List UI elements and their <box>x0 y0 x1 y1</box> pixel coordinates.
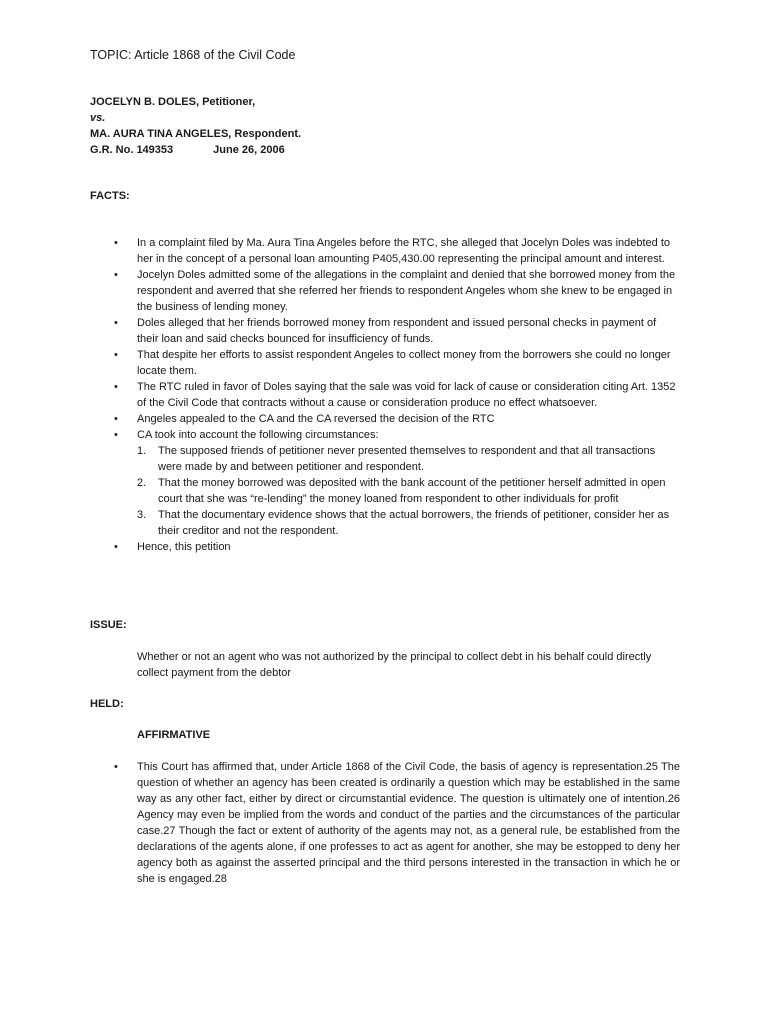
fact-item: • In a complaint filed by Ma. Aura Tina Angeles before the RTC, she alleged that Jocelyn Doles was indebted to her in the concept of a personal loan amounting P405,430.00 representing the principal amount and interest. <box>90 235 680 267</box>
fact-item <box>90 427 680 539</box>
case-header <box>90 94 301 158</box>
issue-heading: ISSUE: <box>90 619 127 631</box>
facts-heading: FACTS: <box>90 190 130 202</box>
fact-item: • Jocelyn Doles admitted some of the allegations in the complaint and denied that she borrowed money from the respondent and averred that she referred her friends to respondent Angeles whom she knew to be engaged in the business of lending money. <box>90 267 680 315</box>
fact-item: • Angeles appealed to the CA and the CA reversed the decision of the RTC <box>90 411 680 427</box>
fact-item: • Hence, this petition <box>90 539 680 555</box>
issue-text: Whether or not an agent who was not authorized by the principal to collect debt in his behalf could directly collect payment from the debtor <box>137 651 652 679</box>
fact-item: • Doles alleged that her friends borrowed money from respondent and issued personal checks in payment of their loan and said checks bounced for insufficiency of funds. <box>90 315 680 347</box>
circumstance-item: The supposed friends of petitioner never presented themselves to respondent and that all transactions were made by and between petitioner and respondent. <box>158 445 656 473</box>
respondent-line: MA. AURA TINA ANGELES, Respondent. <box>90 128 302 140</box>
circumstance-item: That the documentary evidence shows that the actual borrowers, the friends of petitioner, consider her as their creditor and not the respondent. <box>158 509 670 537</box>
versus-line: vs. <box>90 112 106 124</box>
facts-list <box>90 235 680 555</box>
fact-item: • The RTC ruled in favor of Doles saying that the sale was void for lack of cause or consideration citing Art. 1352 of the Civil Code that contracts without a cause or consideration produce no effect whatsoever. <box>90 379 680 411</box>
decision-date: June 26, 2006 <box>213 144 285 156</box>
held-paragraph: • This Court has affirmed that, under Article 1868 of the Civil Code, the basis of agency is representation.25 The question of whether an agency has been created is ordinarily a question which may be established in the same way as any other fact, either by direct or circumstantial evidence. The question is ultimately one of intention.26 Agency may even be implied from the words and conduct of the parties and the circumstances of the particular case.27 Though the fact or extent of authority of the agents may not, as a general rule, be established from the declarations of the agents alone, if one professes to act as agent for another, she may be estopped to deny her agency both as against the asserted principal and the third persons interested in the transaction in which he or she is engaged.28 <box>90 759 680 887</box>
circumstances-list <box>137 443 680 539</box>
held-heading: HELD: <box>90 698 124 710</box>
ruling-label: AFFIRMATIVE <box>137 729 211 741</box>
topic-line: TOPIC: Article 1868 of the Civil Code <box>90 48 296 62</box>
held-list <box>90 759 680 887</box>
case-number-line <box>90 142 301 158</box>
petitioner-line: JOCELYN B. DOLES, Petitioner, <box>90 96 256 108</box>
fact-item-text: CA took into account the following circumstances: <box>137 429 379 441</box>
circumstance-item: That the money borrowed was deposited with the bank account of the petitioner herself admitted in open court that she was “re-lending” the money loaned from respondent to other individuals for profit <box>158 477 666 505</box>
fact-item: • That despite her efforts to assist respondent Angeles to collect money from the borrowers she could no longer locate them. <box>90 347 680 379</box>
gr-number: G.R. No. 149353 <box>90 144 174 156</box>
